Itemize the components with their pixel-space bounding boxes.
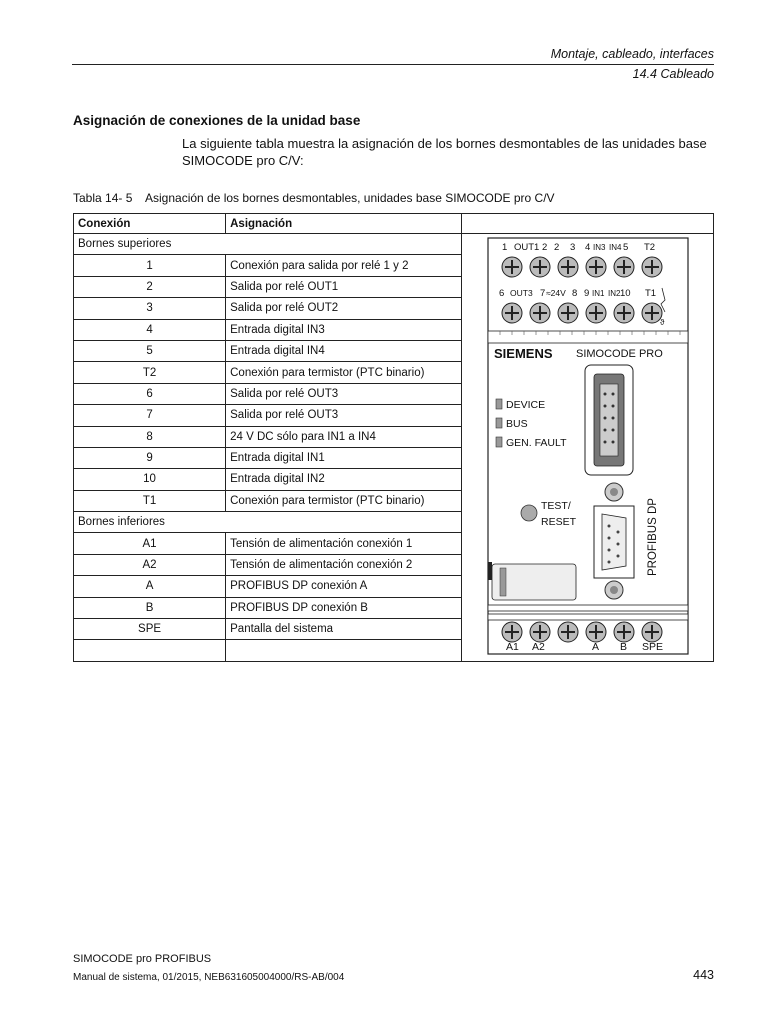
terminal-screw-icon [502, 622, 522, 642]
reset-label: RESET [541, 516, 577, 528]
device-diagram [466, 234, 709, 658]
top2-label-t1: T1 [645, 288, 657, 299]
cell-assignment: Salida por relé OUT1 [226, 276, 462, 297]
intro-paragraph: La siguiente tabla muestra la asignación de los bornes desmontables de las unidades base SIMOCODE pro C/V: [182, 136, 707, 168]
header-subsection: 14.4 Cableado [632, 67, 714, 81]
cell-assignment: Conexión para salida por relé 1 y 2 [226, 255, 462, 276]
header-section: Montaje, cableado, interfaces [550, 47, 714, 61]
cell-connection: 8 [74, 426, 226, 447]
cell-connection: 9 [74, 447, 226, 468]
top2-label-24v: ≈24V [546, 288, 566, 298]
cell-assignment: Salida por relé OUT2 [226, 298, 462, 319]
cell-connection: A [74, 576, 226, 597]
terminal-screw-icon [502, 303, 522, 323]
top-label-out1: OUT1 [514, 242, 540, 253]
cell-assignment: PROFIBUS DP conexión A [226, 576, 462, 597]
top-label-2a: 2 [542, 242, 548, 253]
profibus-dp-label: PROFIBUS DP [647, 498, 659, 576]
footer-product: SIMOCODE pro PROFIBUS [73, 953, 212, 965]
cell-connection: 3 [74, 298, 226, 319]
bottom-label-spe: SPE [642, 641, 664, 653]
top2-label-8: 8 [572, 288, 578, 299]
terminal-screw-icon [614, 622, 634, 642]
cell-assignment: Entrada digital IN3 [226, 319, 462, 340]
cell-assignment: Tensión de alimentación conexión 1 [226, 533, 462, 554]
top2-label-in2: IN2 [608, 289, 621, 298]
bottom-label-a1: A1 [506, 641, 519, 653]
device-diagram-cell [462, 234, 714, 662]
cell-assignment: Entrada digital IN4 [226, 340, 462, 361]
top-label-1: 1 [502, 242, 508, 253]
cell-connection: SPE [74, 619, 226, 640]
cell-connection: 10 [74, 469, 226, 490]
terminal-assignment-table [73, 213, 714, 662]
group-row-top: Bornes superiores [74, 234, 462, 255]
footer-manual: Manual de sistema, 01/2015, NEB631605004000/RS-AB/004 [73, 972, 345, 983]
led-label-device: DEVICE [506, 399, 546, 411]
bottom-label-a2: A2 [532, 641, 545, 653]
terminal-screw-icon [502, 257, 522, 277]
terminal-screw-icon [642, 622, 662, 642]
test-label: TEST/ [541, 500, 571, 512]
cell-assignment: Salida por relé OUT3 [226, 383, 462, 404]
cell-connection: T1 [74, 490, 226, 511]
cell-assignment: Tensión de alimentación conexión 2 [226, 554, 462, 575]
cell-connection: 2 [74, 276, 226, 297]
cell-connection: 4 [74, 319, 226, 340]
terminal-screw-icon [642, 303, 662, 323]
table-caption [73, 191, 555, 205]
filler-cell [74, 640, 226, 662]
cell-assignment: Salida por relé OUT3 [226, 405, 462, 426]
terminal-screw-icon [642, 257, 662, 277]
page-number: 443 [693, 968, 714, 982]
led-device-icon [496, 399, 502, 409]
cell-connection: 5 [74, 340, 226, 361]
siemens-logo: SIEMENS [494, 346, 553, 361]
led-label-gen-fault: GEN. FAULT [506, 437, 567, 449]
led-bus-icon [496, 418, 502, 428]
cell-connection: T2 [74, 362, 226, 383]
cell-connection: 1 [74, 255, 226, 276]
cell-assignment: 24 V DC sólo para IN1 a IN4 [226, 426, 462, 447]
group-label-bottom: Bornes inferiores [74, 512, 462, 533]
product-name: SIMOCODE PRO [576, 348, 663, 360]
terminal-screw-icon [586, 622, 606, 642]
column-header-assignment: Asignación [226, 214, 462, 234]
cell-assignment: Conexión para termistor (PTC binario) [226, 490, 462, 511]
top-label-3: 3 [570, 242, 576, 253]
cell-connection: 7 [74, 405, 226, 426]
cell-assignment: Entrada digital IN1 [226, 447, 462, 468]
top2-label-6: 6 [499, 288, 505, 299]
terminal-screw-icon [530, 622, 550, 642]
table-caption-text: Asignación de los bornes desmontables, unidades base SIMOCODE pro C/V [145, 191, 555, 205]
top2-label-10: 10 [620, 288, 631, 299]
top2-label-in1: IN1 [592, 289, 605, 298]
top-label-in4: IN4 [609, 243, 622, 252]
led-label-bus: BUS [506, 418, 528, 430]
terminal-screw-icon [614, 257, 634, 277]
cell-connection: B [74, 597, 226, 618]
led-fault-icon [496, 437, 502, 447]
top-label-2b: 2 [554, 242, 560, 253]
top2-label-7: 7 [540, 288, 546, 299]
cell-assignment: PROFIBUS DP conexión B [226, 597, 462, 618]
theta-symbol: ϑ [660, 318, 665, 327]
terminal-screw-icon [558, 622, 578, 642]
header-rule [72, 64, 714, 65]
terminal-screw-icon [586, 257, 606, 277]
cell-assignment: Pantalla del sistema [226, 619, 462, 640]
terminal-screw-icon [558, 257, 578, 277]
cell-assignment: Entrada digital IN2 [226, 469, 462, 490]
top2-label-out3: OUT3 [510, 288, 533, 298]
column-header-empty [462, 214, 714, 234]
test-reset-button-icon [521, 505, 537, 521]
section-title: Asignación de conexiones de la unidad base [73, 113, 361, 128]
bottom-label-b: B [620, 641, 628, 653]
column-header-connection: Conexión [74, 214, 226, 234]
terminal-screw-icon [558, 303, 578, 323]
cell-connection: A1 [74, 533, 226, 554]
top2-label-9: 9 [584, 288, 590, 299]
bottom-label-a: A [592, 641, 600, 653]
cell-connection: 6 [74, 383, 226, 404]
terminal-screw-icon [586, 303, 606, 323]
table-number: Tabla 14- 5 [73, 191, 133, 205]
cell-connection: A2 [74, 554, 226, 575]
top-label-t2: T2 [644, 242, 656, 253]
top-label-in3: IN3 [593, 243, 606, 252]
cell-assignment: Conexión para termistor (PTC binario) [226, 362, 462, 383]
top-label-5: 5 [623, 242, 629, 253]
terminal-screw-icon [530, 257, 550, 277]
terminal-screw-icon [614, 303, 634, 323]
top-label-4: 4 [585, 242, 591, 253]
terminal-screw-icon [530, 303, 550, 323]
filler-cell [226, 640, 462, 662]
